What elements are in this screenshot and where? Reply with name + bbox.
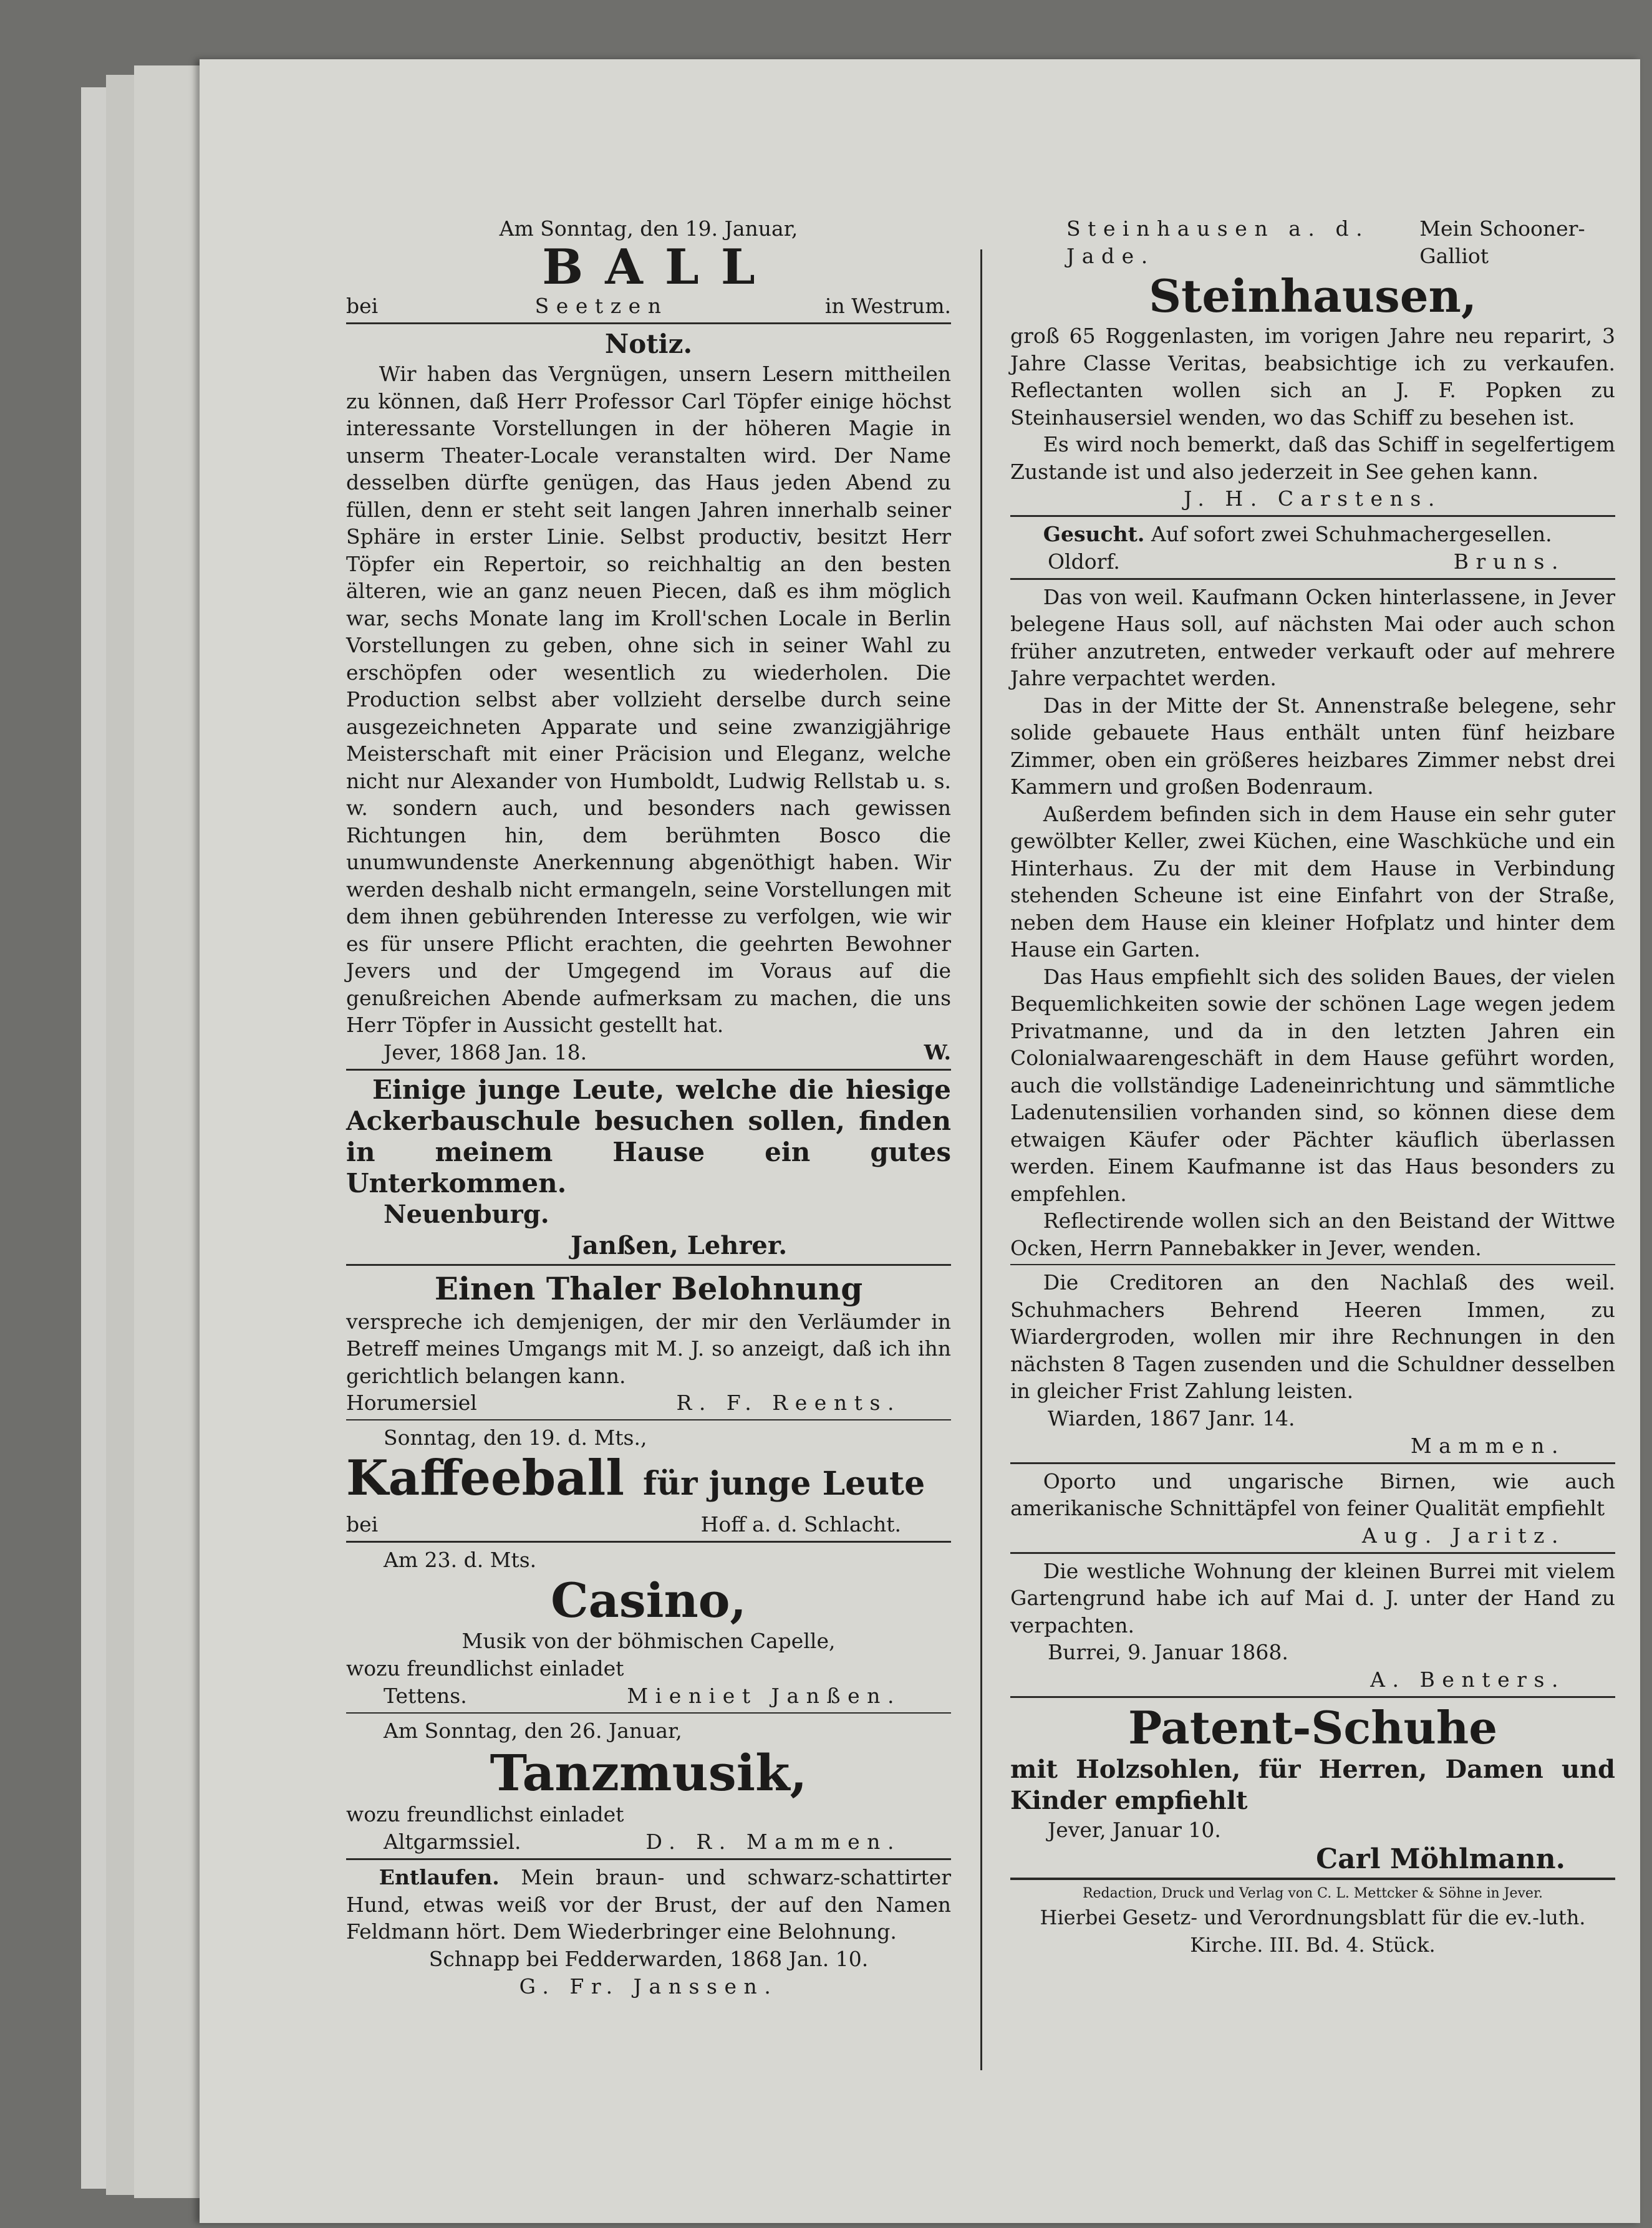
leute-sign: Janßen, Lehrer. (571, 1230, 788, 1260)
kaffee-title: Kaffeeball (346, 1450, 624, 1507)
kaffee-subtitle: für junge Leute (642, 1465, 925, 1503)
column-divider (980, 249, 982, 2070)
patent-title: Patent-Schuhe (1128, 1701, 1498, 1754)
rule (1010, 1878, 1615, 1880)
ad-kaffeeball (346, 1424, 951, 1538)
tanz-place: Altgarmssiel. (384, 1830, 521, 1854)
rule (1010, 1264, 1615, 1265)
thaler-sign: R. F. Reents. (676, 1391, 901, 1415)
tanz-date: Am Sonntag, den 26. Januar, (384, 1719, 682, 1743)
casino-title: Casino, (551, 1573, 746, 1628)
ball-bei: bei (346, 294, 379, 318)
thaler-title: Einen Thaler Belohnung (434, 1270, 863, 1307)
thaler-place: Horumersiel (346, 1391, 477, 1415)
casino-sign: Mieniet Janßen. (627, 1684, 901, 1708)
leute-place: Neuenburg. (384, 1199, 549, 1229)
tanz-line1: wozu freundlichst einladet (346, 1802, 624, 1826)
stein-text: groß 65 Roggenlasten, im vorigen Jahre neu reparirt, 3 Jahre Classe Veritas, beabsichtige ich zu verkaufen. Reflectanten wollen sich an J. F. Popken zu Steinhausersiel wenden, wo das Schiff zu besehen ist. (1010, 324, 1615, 430)
notiz-place-date: Jever, 1868 Jan. 18. (384, 1039, 587, 1064)
haus-p2: Das in der Mitte der St. Annenstraße belegene, sehr solide gebauete Haus enthält unten fünf heizbare Zimmer, oben ein größeres heizbares Zimmer nebst drei Kammern und großen Bodenraum. (1010, 693, 1615, 799)
ad-entlaufen (346, 1864, 951, 2000)
burrei-sign: A. Benters. (1370, 1667, 1565, 1692)
ad-junge-leute (346, 1074, 951, 1261)
thaler-text: verspreche ich demjenigen, der mir den Verläumder in Betreff meines Umgangs mit M. J. so anzeigt, daß ich ihn gerichtlich belangen kann. (346, 1309, 951, 1388)
rule (346, 1541, 951, 1543)
kaffee-date: Sonntag, den 19. d. Mts., (384, 1425, 647, 1450)
ad-ball (346, 215, 951, 320)
rule (346, 1712, 951, 1714)
birnen-sign: Aug. Jaritz. (1361, 1523, 1565, 1548)
stein-lead: Steinhausen a. d. Jade. (1066, 216, 1370, 268)
tanz-sign: D. R. Mammen. (645, 1830, 901, 1854)
rule (346, 322, 951, 324)
creditoren-place-date: Wiarden, 1867 Janr. 14. (1048, 1406, 1295, 1430)
kaffee-host: Hoff a. d. Schlacht. (700, 1512, 901, 1536)
gesucht-text: Auf sofort zwei Schuhmachergesellen. (1151, 522, 1552, 546)
ad-casino (346, 1546, 951, 1710)
gesucht-lead: Gesucht. (1043, 522, 1145, 546)
ball-place: in Westrum. (824, 294, 951, 318)
rule (346, 1419, 951, 1420)
rule (346, 1069, 951, 1071)
gesucht-sign: Bruns. (1453, 549, 1565, 574)
creditoren-text: Die Creditoren an den Nachlaß des weil. Schuhmachers Behrend Heeren Immen, zu Wiardergroden, wollen mir ihre Rechnungen in den nächsten 8 Tagen zusenden und die Schuldner desselben in gleicher Frist Zahlung leisten. (1010, 1270, 1615, 1403)
rule (1010, 578, 1615, 580)
haus-p4: Das Haus empfiehlt sich des soliden Baues, der vielen Bequemlichkeiten sowie der schönen Lage wegen jedem Privatmanne, und da in den letzten Jahren ein Colonialwaarengeschäft in dem Hause geführt worden, auch die vollständige Ladeneinrichtung und sämmtliche Ladenutensilien vorhanden sind, so können diese dem etwaigen Käufer oder Pächter käuflich überlassen werden. Einem Kaufmanne ist das Haus besonders zu empfehlen. (1010, 964, 1615, 1206)
ad-gesucht (1010, 521, 1615, 576)
rule (1010, 515, 1615, 517)
creditoren-sign: Mammen. (1410, 1433, 1565, 1458)
leute-text: Einige junge Leute, welche die hiesige Ackerbauschule besuchen sollen, finden in meinem Hause ein gutes Unterkommen. (346, 1074, 951, 1198)
burrei-place-date: Burrei, 9. Januar 1868. (1048, 1640, 1288, 1664)
patent-place-date: Jever, Januar 10. (1048, 1818, 1221, 1842)
ad-burrei (1010, 1558, 1615, 1694)
ad-haus-ocken (1010, 584, 1615, 1262)
casino-date: Am 23. d. Mts. (384, 1548, 537, 1572)
patent-text: mit Holzsohlen, für Herren, Damen und Kinder empfiehlt (1010, 1755, 1615, 1815)
beilage-note: Hierbei Gesetz- und Verordnungsblatt für die ev.-luth. Kirche. III. Bd. 4. Stück. (1040, 1906, 1586, 1957)
entlaufen-place-date: Schnapp bei Fedderwarden, 1868 Jan. 10. (428, 1946, 869, 1971)
haus-p3: Außerdem befinden sich in dem Hause ein sehr guter gewölbter Keller, zwei Küchen, eine Waschküche und ein Hinterhaus. Zu der mit dem Hause in Verbindung stehenden Scheune ist eine Einfahrt von der Straße, neben dem Hause ein kleiner Hofplatz und hinter dem Hause ein Garten. (1010, 801, 1615, 962)
gesucht-place: Oldorf. (1048, 549, 1120, 574)
kaffee-bei: bei (346, 1512, 379, 1536)
notiz-title: Notiz. (604, 329, 693, 359)
rule (346, 1858, 951, 1860)
birnen-text: Oporto und ungarische Birnen, wie auch amerikanische Schnittäpfel von feiner Qualität empfiehlt (1010, 1468, 1615, 1520)
rule (1010, 1552, 1615, 1554)
entlaufen-lead: Entlaufen. (379, 1865, 500, 1889)
ball-title: BALL (542, 239, 777, 296)
stein-sign: J. H. Carstens. (1184, 486, 1442, 511)
stein-title: Steinhausen, (1149, 269, 1477, 322)
ad-tanzmusik (346, 1717, 951, 1856)
entlaufen-sign: G. Fr. Janssen. (519, 1974, 778, 1999)
ad-thaler (346, 1270, 951, 1417)
patent-sign: Carl Möhlmann. (1316, 1843, 1565, 1875)
right-column (1010, 215, 1615, 1959)
stein-lead2: Mein Schooner-Galliot (1419, 216, 1585, 268)
ball-host: Seetzen (534, 294, 669, 318)
ad-patent-schuhe (1010, 1702, 1615, 1875)
ad-birnen (1010, 1468, 1615, 1550)
rule (1010, 1696, 1615, 1698)
haus-p5: Reflectirende wollen sich an den Beistand der Wittwe Ocken, Herrn Pannebakker in Jever, wenden. (1010, 1208, 1615, 1260)
left-column (346, 215, 951, 2000)
tanz-title: Tanzmusik, (490, 1743, 808, 1802)
rule (1010, 1462, 1615, 1464)
haus-p1: Das von weil. Kaufmann Ocken hinterlassene, in Jever belegene Haus soll, auf nächsten Mai oder auch schon früher anzutreten, entweder verkauft oder auf mehrere Jahre verpachtet werden. (1010, 584, 1615, 690)
casino-place: Tettens. (384, 1684, 467, 1708)
rule (346, 1264, 951, 1266)
notiz-text: Wir haben das Vergnügen, unsern Lesern mittheilen zu können, daß Herr Professor Carl Töpfer einige höchst interessante Vorstellungen in der höheren Magie in unserm Theater-Locale veranstalten wird. Der Name desselben dürfte genügen, das Haus jeden Abend zu füllen, denn er steht seit langen Jahren innerhalb seiner Sphäre in erster Linie. Selbst productiv, besitzt Herr Töpfer ein Repertoir, so reichhaltig an den besten älteren, wie an ganz neuen Piecen, daß es ihm möglich war, sechs Monate lang im Kroll'schen Locale in Berlin Vorstellungen zu geben, ohne sich in seiner Wahl zu erschöpfen oder wesentlich zu wiederholen. Die Production selbst aber vollzieht derselbe durch seine ausgezeichneten Apparate und seine zwanzigjährige Meisterschaft mit einer Präcision und Eleganz, welche nicht nur Alexander von Humboldt, Ludwig Rellstab u. s. w. sondern auch, und besonders nach gewissen Richtungen hin, dem berühmten Bosco die unumwundenste Anerkennung abgenöthigt haben. Wir werden deshalb nicht ermangeln, seine Vorstellungen mit dem ihnen gebührenden Interesse zu verfolgen, wie wir es für unsere Pflicht erachten, die geehrten Bewohner Jevers und der Umgegend im Voraus auf die genußreichen Abende aufmerksam zu machen, die uns Herr Töpfer in Aussicht gestellt hat. (346, 362, 951, 1037)
casino-line1: Musik von der böhmischen Capelle, (461, 1629, 836, 1653)
burrei-text: Die westliche Wohnung der kleinen Burrei mit vielem Gartengrund habe ich auf Mai d. J. unter der Hand zu verpachten. (1010, 1558, 1615, 1637)
notiz-sign: W. (924, 1039, 951, 1064)
casino-line2: wozu freundlichst einladet (346, 1656, 624, 1681)
stein-text2: Es wird noch bemerkt, daß das Schiff in segelfertigem Zustande ist und also jederzeit in See gehen kann. (1010, 432, 1615, 484)
imprint: Redaction, Druck und Verlag von C. L. Mettcker & Söhne in Jever. (1082, 1886, 1543, 1901)
ad-creditoren (1010, 1269, 1615, 1460)
entlaufen-text: Mein braun- und schwarz-schattirter Hund, etwas weiß vor der Brust, der auf den Namen Feldmann hört. Dem Wiederbringer eine Belohnung. (346, 1865, 951, 1944)
ad-steinhausen (1010, 215, 1615, 513)
notice-notiz (346, 328, 951, 1066)
ball-date: Am Sonntag, den 19. Januar, (499, 216, 798, 241)
